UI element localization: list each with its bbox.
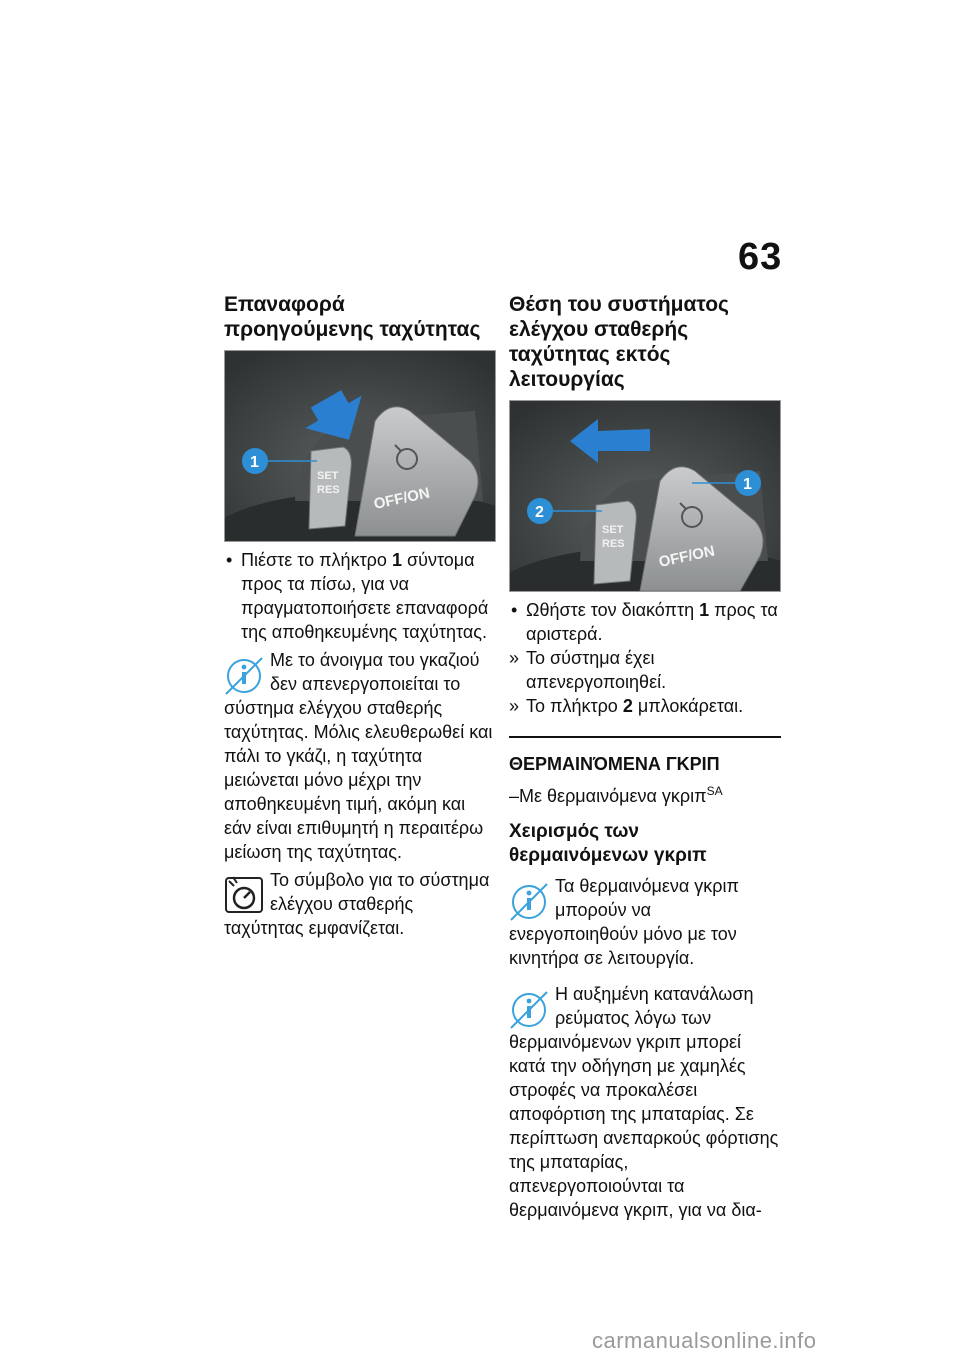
watermark: carmanualsonline.info [592,1328,817,1353]
right-figure [509,400,781,592]
fig-right-res-label: RES [602,538,625,550]
fig-left-offon-label: OFF/ON [372,484,432,513]
fig-left-set-label: SET [317,470,339,482]
fig-left-callout-1: 1 [250,454,259,471]
info-icon [509,986,549,1030]
right-note-2: Η αυξημένη κατανάλωση ρεύματος λόγω των θερμαινόμενων γκριπ μπορεί κατά την οδήγηση με χαμηλές στροφές να προκαλέσει αποφόρτιση της μπαταρίας. Σε περίπτωση ανεπαρκούς φόρτισης της μπαταρίας, απενεργοποιούνται τα θερμαινόμενα γκριπ, για να δια- [509,984,779,1220]
option-line: –Με θερμαινόμενα γκριπ$^{SA}$ [509,784,723,806]
fig-right-offon-label: OFF/ON [657,542,717,571]
left-heading: Επαναφορά προηγούμενης ταχύτητας [224,293,481,341]
fig-right-callout-1: 1 [743,476,752,493]
fig-right-set-label: SET [602,524,624,536]
fig-right-callout-2: 2 [535,504,544,521]
right-note-1: Τα θερμαινόμενα γκριπ μπορούν να ενεργοποιηθούν μόνο με τον κινητήρα σε λειτουργία. [509,876,739,968]
fig-left-res-label: RES [317,484,340,496]
info-icon [509,878,549,922]
right-result-2: » Το πλήκτρο 2 μπλοκάρεται. [509,694,781,718]
sub-heading-heated-grips: Χειρισμός των θερμαινόμενων γκριπ [509,821,707,866]
left-note-2: Το σύμβολο για το σύστημα ελέγχου σταθερής ταχύτητας εμφανίζεται. [224,870,490,938]
right-heading: Θέση του συστήματος ελέγχου σταθερής ταχύτητας εκτός λειτουργίας [509,293,729,391]
page-number: 63 [738,236,783,278]
section-title-heated-grips: ΘΕΡΜΑΙΝΌΜΕΝΑ ΓΚΡΙΠ [509,736,781,775]
right-instruction: • Ωθήστε τον διακόπτη 1 προς τα αριστερά. [509,598,781,646]
left-figure [224,350,496,542]
left-column [224,292,496,940]
info-icon [224,652,264,696]
right-column [509,292,781,1222]
right-result-1: » Το σύστημα έχει απενεργοποιηθεί. [509,646,781,694]
cruise-control-symbol-icon [224,872,264,916]
left-instruction: • Πιέστε το πλήκτρο 1 σύντομα προς τα πίσω, για να πραγματοποιήσετε επαναφορά της αποθηκευμένης ταχύτητας. [224,548,496,644]
left-note-1: Με το άνοιγμα του γκαζιού δεν απενεργοποιείται το σύστημα ελέγχου σταθερής ταχύτητας. Μόλις ελευθερωθεί και πάλι το γκάζι, η ταχύτητα μειώνεται μόνο μέχρι την αποθηκευμένη τιμή, ακόμη και εάν είναι επιθυμητή η περαιτέρω μείωση της ταχύτητας. [224,650,493,862]
